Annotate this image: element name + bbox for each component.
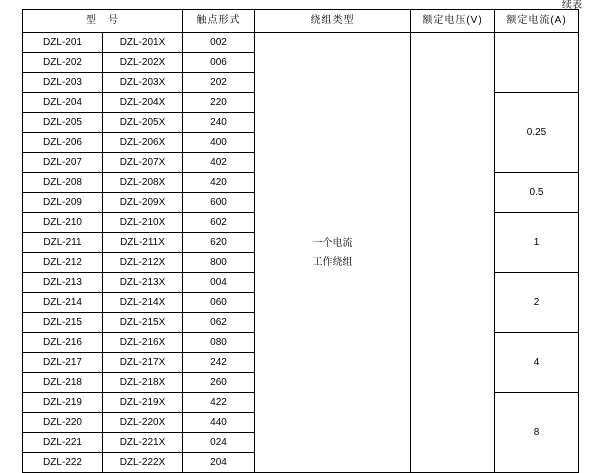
- cell-model-b: DZL-221X: [103, 433, 183, 453]
- cell-contact-form: 400: [183, 133, 255, 153]
- cell-model-a: DZL-211: [23, 233, 103, 253]
- cell-contact-form: 204: [183, 453, 255, 473]
- cell-model-b: DZL-206X: [103, 133, 183, 153]
- table-header: [23, 10, 579, 33]
- cell-model-b: DZL-204X: [103, 93, 183, 113]
- cell-model-b: DZL-217X: [103, 353, 183, 373]
- cell-model-b: DZL-207X: [103, 153, 183, 173]
- cell-contact-form: 004: [183, 273, 255, 293]
- cell-model-b: DZL-211X: [103, 233, 183, 253]
- cell-model-b: DZL-210X: [103, 213, 183, 233]
- cell-model-a: DZL-210: [23, 213, 103, 233]
- cell-model-b: DZL-220X: [103, 413, 183, 433]
- cell-rated-current: 4: [495, 333, 579, 393]
- cell-model-a: DZL-217: [23, 353, 103, 373]
- cell-contact-form: 800: [183, 253, 255, 273]
- cell-model-a: DZL-207: [23, 153, 103, 173]
- column-header-winding-type: 绕组类型: [255, 10, 411, 33]
- cell-contact-form: 240: [183, 113, 255, 133]
- cell-rated-voltage: [411, 33, 495, 473]
- cell-contact-form: 600: [183, 193, 255, 213]
- column-header-rated-current: 额定电流(A): [495, 10, 579, 33]
- cell-contact-form: 260: [183, 373, 255, 393]
- cell-model-a: DZL-201: [23, 33, 103, 53]
- cell-model-b: DZL-213X: [103, 273, 183, 293]
- cell-model-a: DZL-222: [23, 453, 103, 473]
- cell-model-b: DZL-214X: [103, 293, 183, 313]
- cell-contact-form: 002: [183, 33, 255, 53]
- cell-model-a: DZL-205: [23, 113, 103, 133]
- cell-model-b: DZL-218X: [103, 373, 183, 393]
- cell-contact-form: 202: [183, 73, 255, 93]
- winding-type-line: 工作绕组: [312, 256, 353, 268]
- cell-rated-current: 2: [495, 273, 579, 333]
- cell-model-b: DZL-205X: [103, 113, 183, 133]
- cell-rated-current: 8: [495, 393, 579, 473]
- cell-model-a: DZL-221: [23, 433, 103, 453]
- cell-model-b: DZL-219X: [103, 393, 183, 413]
- cell-rated-current: 1: [495, 213, 579, 273]
- table-header-row: [23, 10, 579, 33]
- cell-model-a: DZL-213: [23, 273, 103, 293]
- cell-contact-form: 602: [183, 213, 255, 233]
- cell-model-a: DZL-216: [23, 333, 103, 353]
- cell-model-b: DZL-201X: [103, 33, 183, 53]
- cell-model-b: DZL-215X: [103, 313, 183, 333]
- cell-model-b: DZL-216X: [103, 333, 183, 353]
- cell-model-a: DZL-212: [23, 253, 103, 273]
- cell-contact-form: 420: [183, 173, 255, 193]
- continued-table-label: 续表: [562, 0, 582, 11]
- cell-model-b: DZL-212X: [103, 253, 183, 273]
- cell-model-a: DZL-209: [23, 193, 103, 213]
- cell-contact-form: 620: [183, 233, 255, 253]
- cell-model-b: DZL-209X: [103, 193, 183, 213]
- specification-table: [22, 9, 579, 473]
- cell-rated-current: 0.25: [495, 93, 579, 173]
- cell-contact-form: 006: [183, 53, 255, 73]
- cell-model-a: DZL-203: [23, 73, 103, 93]
- column-header-rated-voltage: 额定电压(V): [411, 10, 495, 33]
- cell-model-b: DZL-202X: [103, 53, 183, 73]
- table-row: [23, 33, 579, 53]
- cell-contact-form: 060: [183, 293, 255, 313]
- cell-contact-form: 402: [183, 153, 255, 173]
- cell-model-a: DZL-218: [23, 373, 103, 393]
- cell-contact-form: 242: [183, 353, 255, 373]
- cell-contact-form: 440: [183, 413, 255, 433]
- cell-model-a: DZL-208: [23, 173, 103, 193]
- cell-model-a: DZL-202: [23, 53, 103, 73]
- cell-rated-current: 0.5: [495, 173, 579, 213]
- cell-model-a: DZL-220: [23, 413, 103, 433]
- cell-model-a: DZL-219: [23, 393, 103, 413]
- column-header-model: 型 号: [23, 10, 183, 33]
- cell-model-b: DZL-208X: [103, 173, 183, 193]
- cell-model-a: DZL-206: [23, 133, 103, 153]
- cell-contact-form: 024: [183, 433, 255, 453]
- cell-rated-current: [495, 33, 579, 93]
- cell-model-a: DZL-214: [23, 293, 103, 313]
- cell-contact-form: 062: [183, 313, 255, 333]
- cell-winding-type: [255, 33, 411, 473]
- cell-contact-form: 080: [183, 333, 255, 353]
- column-header-contact-form: 触点形式: [183, 10, 255, 33]
- winding-type-line: 一个电流: [312, 237, 353, 249]
- cell-contact-form: 220: [183, 93, 255, 113]
- cell-model-b: DZL-203X: [103, 73, 183, 93]
- cell-model-b: DZL-222X: [103, 453, 183, 473]
- cell-model-a: DZL-204: [23, 93, 103, 113]
- table-body: [23, 33, 579, 473]
- cell-contact-form: 422: [183, 393, 255, 413]
- cell-model-a: DZL-215: [23, 313, 103, 333]
